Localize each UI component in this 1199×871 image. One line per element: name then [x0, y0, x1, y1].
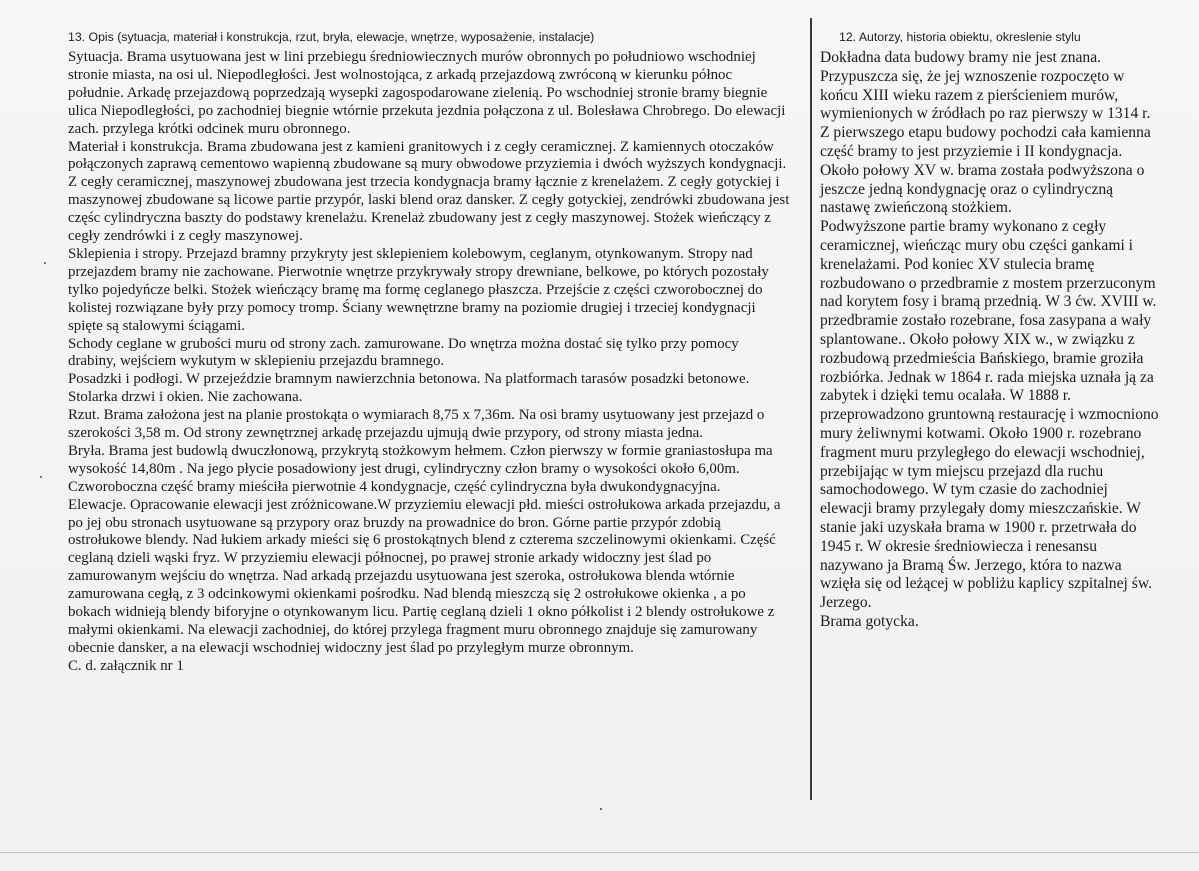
paragraph-bryla: Bryła. Brama jest budowlą dwuczłonową, przykrytą stożkowym hełmem. Człon pierwszy w formie graniastosłupa ma wysokość 14,80m . Na jego płycie posadowiony jest drugi, cylindryczny człon bramy o wysokości około 6,00m. Czworoboczna część bramy mieściła pierwotnie 4 kondygnacje, część cylindryczna była dwukondygnacyjna. — [68, 442, 773, 495]
bottom-rule — [0, 852, 1199, 853]
scan-speck — [40, 476, 42, 478]
description-body — [68, 49, 790, 676]
paragraph-material: Materiał i konstrukcja. Brama zbudowana jest z kamieni granitowych i z cegły ceramicznej. Z kamiennych otoczaków połączonych zaprawą cementowo wapienną zbudowane są mury obwodowe przyziemia i dwóch wyższych kondygnacji. Z cegły ceramicznej, maszynowej zbudowana jest trzecia kondygnacja bramy łącznie z krenelażem. Z cegły gotyckiej i maszynowej zbudowane są licowe partie przypór, laski blend oraz dansker. Z cegły gotyckiej, zendrówki zbudowana jest częśc cylindryczna baszty do podstawy krenelażu. Krenelaż zbudowany jest z cegły maszynowej. Stożek wieńczący z cegły zendrówki i z cegły maszynowej. — [68, 138, 790, 245]
scan-speck — [600, 808, 602, 810]
paragraph-stolarka: Stolarka drzwi i okien. Nie zachowana. — [68, 389, 303, 406]
history-body — [820, 49, 1160, 632]
description-column — [68, 30, 790, 676]
paragraph-posadzki: Posadzki i podłogi. W przejeździe bramnym nawierzchnia betonowa. Na platformach tarasów posadzki betonowe. — [68, 371, 750, 388]
history-column — [820, 30, 1160, 632]
paragraph-sklepienia: Sklepienia i stropy. Przejazd bramny przykryty jest sklepieniem kolebowym, ceglanym, otynkowanym. Stropy nad przejazdem bramy nie zachowane. Pierwotnie wnętrze przykrywały stropy drewniane, belkowe, po których pozostały tylko pojedyńcze belki. Stożek wieńczący bramę ma formę ceglanego płaszcza. Przejście z części czworobocznej do kolistej rozwiązane były przy pomocy tromp. Ściany wewnętrzne bramy na poziomie drugiej i trzeciej kondygnacji spięte są stalowymi ściągami. — [68, 245, 769, 334]
description-heading: 13. Opis (sytuacja, materiał i konstrukcja, rzut, bryła, elewacje, wnętrze, wyposażenie, instalacje) — [68, 30, 595, 44]
paragraph-schody: Schody ceglane w grubości muru od strony zach. zamurowane. Do wnętrza można dostać się tylko przy pomocy drabiny, wejściem wykutym w sklepieniu przejazdu bramnego. — [68, 335, 739, 370]
paragraph-elewacje: Elewacje. Opracowanie elewacji jest zróżnicowane.W przyziemiu elewacji płd. mieści ostrołukowa arkada przejazdu, a po jej obu stronach usytuowane są przypory oraz bruzdy na prowadnice do bron. Górne partie przypór zdobią ostrołukowe blendy. Nad łukiem arkady mieści się 6 prostokątnych blend z czterema szczelinowymi okienkami. Część ceglaną dzieli wąski fryz. W przyziemiu elewacji północnej, po prawej stronie arkady widoczny jest ślad po zamurowanym wejściu do wnętrza. Nad arkadą przejazdu usytuowana jest szeroka, ostrołukowa blenda wtórnie zamurowana cegłą, z 3 odcinkowymi okienkami pośrodku. Nad blendą mieszczą się 2 ostrołukowe okienka , a po bokach widnieją blendy biforyjne o otynkowanym licu. Partię ceglaną dzieli 1 okno półkolist i 2 blendy ostrołukowe z małymi okienkami. Na elewacji zachodniej, do której przylega fragment muru obronnego znajduje się zamurowany obecnie dansker, a na elewacji wschodniej widoczny jest ślad po przyległym murze obronnym. — [68, 496, 781, 656]
paragraph-rzut: Rzut. Brama założona jest na planie prostokąta o wymiarach 8,75 x 7,36m. Na osi bramy usytuowany jest przejazd o szerokości 3,58 m. Od strony zewnętrznej arkadę przejazdu ujmują dwie przypory, od strony miasta jedna. — [68, 407, 765, 442]
scan-speck — [44, 262, 46, 264]
paragraph-style: Brama gotycka. — [820, 612, 919, 630]
paragraph-history-later: Podwyższone partie bramy wykonano z cegły ceramicznej, wieńcząc mury obu części gankami i krenelażami. Pod koniec XV stulecia bramę rozbudowano o przedbramie z mostem przerzuconym nad korytem fosy i bramą przednią. W 3 ćw. XVIII w. przedbramie zostało rozebrane, fosa zasypana a wały splantowane.. Około połowy XIX w., w związku z rozbudową przedmieścia Bańskiego, bramie groziła rozbiórka. Jednak w 1864 r. rada miejska uznała ją za zabytek i dzięki temu ocalała. W 1888 r. przeprowadzono gruntowną restaurację i wzmocniono mury żeliwnymi kotwami. Około 1900 r. rozebrano fragment muru przyległego do elewacji wschodniej, przebijając w tym miejscu przejazd dla ruchu samochodowego. W tym czasie do zachodniej elewacji bramy przylegały domy mieszczańskie. W stanie jaki uzyskała brama w 1900 r. przetrwała do 1945 r. W okresie średniowiecza i renesansu nazywano ja Bramą Św. Jerzego, która to nazwa wzięła się od leżącej w pobliżu kaplicy szpitalnej św. Jerzego. — [820, 218, 1159, 612]
paragraph-history-origin: Dokładna data budowy bramy nie jest znana. Przypuszcza się, że jej wznoszenie rozpoczęto w końcu XIII wieku razem z pierścieniem murów, wymienionych w źródłach po raz pierwszy w 1314 r. Z pierwszego etapu budowy pochodzi cała kamienna część bramy to jest przyziemie i II kondygnacja. Około połowy XV w. brama została podwyższona o jeszcze jedną kondygnację oraz o cylindryczną nastawę zwieńczoną stożkiem. — [820, 49, 1151, 217]
paragraph-sytuacja: Sytuacja. Brama usytuowana jest w lini przebiegu średniowiecznych murów obronnych po południowo wschodniej stronie miasta, na osi ul. Niepodległości. Jest wolnostojąca, z arkadą przejazdową zwróconą w kierunku północ południe. Arkadę przejazdową poprzedzają wysepki zagospodarowane zielenią. Po wschodniej stronie bramy biegnie ulica Niepodległości, po zachodniej biegnie wtórnie przekuta jezdnia połączona z ul. Bolesława Chrobrego. Do elewacji zach. przylega krótki odcinek muru obronnego. — [68, 49, 786, 137]
column-divider — [810, 18, 812, 800]
history-heading: 12. Autorzy, historia obiektu, okreslenie stylu — [839, 30, 1081, 44]
paragraph-continuation: C. d. załącznik nr 1 — [68, 657, 184, 674]
